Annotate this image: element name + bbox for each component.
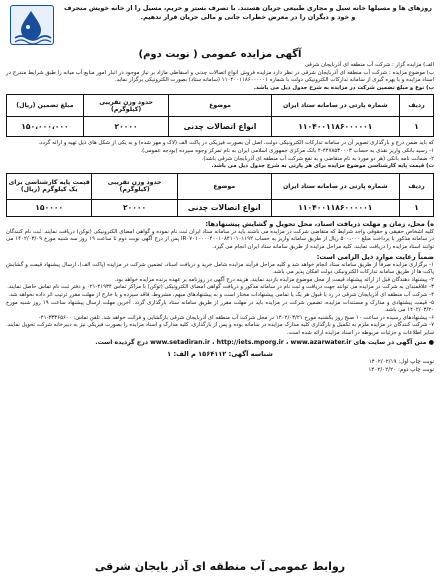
rules-heading: ضمناً رعایت موارد ذیل الزامی است: <box>316 252 434 261</box>
base-price-table <box>6 173 434 217</box>
guarantee-option-1: ۱- رسید بانکی واریز نقدی به حساب ۴۴۷۸۵۳۰۰۰۳-۴ بانک مرکزی جمهوری اسلامی ایران به نام تمرکز وجوه سپرده (بودجه عمومی). <box>140 147 434 154</box>
table-header: شماره پارتی در سامانه ستاد ایران <box>271 173 399 199</box>
table-header: حدود وزن تقریبی (کیلوگرم) <box>92 173 177 199</box>
websites-suffix: درج گردیده است. <box>95 339 149 347</box>
table-cell: انواع اتصالات چدنی <box>177 199 271 216</box>
rule-item: ۲- پیشنهاد دهندگان قبل از ارائه پیشنهاد قیمت از محل موضوع مزایده بازدید نمایند. هزینه درج آگهی در روزنامه بر عهده برنده مزایده خواهد بود. <box>114 276 434 283</box>
table-header: موضوع <box>169 95 271 117</box>
table-cell: ۱۵۰۰۰۰ <box>7 199 92 216</box>
print-date-second: نوبت چاپ دوم: ۱۴۰۲/۰۲/۲۰ <box>368 366 434 373</box>
table-cell: ۲۰۰۰۰ <box>92 199 177 216</box>
table-cell: ۱ <box>399 199 433 216</box>
header-slogan: روزهای ها و مسیلها خانه سیل و مجاری طبیعی جریان هستند. با تصرف بستر و حریم، مسیل را از خانه خویش منحرف و خود و دیگران را در معرض خطرات جانی و مالی جریان قرار ندهیم. <box>64 4 432 21</box>
website-link[interactable]: www.setadiran.ir <box>150 339 210 347</box>
rule-item: ۵- قیمت پیشنهادی و مدارک و مستندات مزایده، تضمین شرکت در مزایده باید در مهلت مقرر از طریق سامانه ستاد بارگذاری گردد. آخرین مهلت ارسال پیشنهاد ساعت ۱۹ روز شنبه مورخ ۱۴۰۲/۰۳/۲۰ می باشد. <box>6 299 434 314</box>
notice-title: آگهی مزایده عمومی ( نوبت دوم) <box>138 49 302 60</box>
website-link[interactable]: http://iets.mporg.ir <box>216 339 284 347</box>
guarantee-table <box>6 94 434 137</box>
table-header: ردیف <box>399 173 433 199</box>
websites-line: ● متن آگهی در سایت های www.azarwater.ir ، http://iets.mporg.ir ، www.setadiran.ir درج گردیده است. <box>95 339 434 347</box>
section-h-title: ه) محل، زمان و مهلت دریافت اسناد، محل تحویل و گشایش پیشنهادها: <box>205 219 434 228</box>
notice-header <box>6 4 434 48</box>
table-header: موضوع <box>177 173 271 199</box>
rule-item: ۴- شرکت آب منطقه ای آذربایجان شرقی در رد یا قبول هر یک یا تمامی پیشنهادات مختار است و به پیشنهادهای مبهم، مشروط، فاقد سپرده و یا خارج از مهلت مقرر ترتیب اثر داده نخواهد شد. <box>8 291 434 298</box>
table-cell: انواع اتصالات چدنی <box>169 117 271 137</box>
table-row <box>7 199 434 216</box>
table-cell: ۱۱۰۴۰۰۱۱۸۶۰۰۰۰۰۱ <box>271 117 399 137</box>
intro-auctioneer: الف) مزایده گزار : شرکت آب منطقه ای آذربایجان شرقی <box>304 62 434 68</box>
table-header: قیمت پایه کارشناسی برای یک کیلوگرم (ریال) <box>7 173 92 199</box>
notice-id: شناسه آگهی: ۱۵۶۴۱۱۲ م الف: ۱ <box>167 350 273 359</box>
print-dates <box>6 359 434 374</box>
water-company-logo-icon <box>10 5 54 45</box>
table-cell: ۱۵۰،۰۰۰،۰۰۰ <box>7 117 84 137</box>
table-header-row <box>7 173 434 199</box>
rule-item: ۳- علاقمندان به شرکت در مزایده می توانند جهت دریافت و ثبت نام در سامانه مذکور و دریافت گواهی امضای الکترونیکی (توکن) با مراکز تماس ۴۱۹۳۴-۰۲۱ و دفتر ثبت نام تماس حاصل نمایند. <box>7 284 434 291</box>
guarantee-option-2: ۲- ضمانت نامه بانکی (هر دو مورد به نام متقاضی و به نفع شرکت آب منطقه ای آذربایجان شرقی باشد). <box>201 155 434 162</box>
print-date-first: نوبت چاپ اول: ۱۴۰۲/۰۲/۱۹ <box>368 359 434 366</box>
section-h-body: کلیه اشخاص حقیقی و حقوقی واجد شرایط که متقاضی شرکت در مزایده می باشند باید در سامانه ستاد ایران ثبت نام نموده و گواهی امضای الکترونیکی (توکن) دریافت نمایند. ثبت نام کنندگان در سامانه مذکور با پرداخت مبلغ ۵۰۰،۰۰۰ ریال از طریق سامانه واریز به حساب IR۰۷۰۱۰۰۰۰۴۰۰۱۰۸۴۱۰۱۰۱۱۹۲ پس از درج آگهی نوبت دوم تا ساعت ۱۹ روز سه شنبه مورخ ۱۴۰۲/۰۳/۰۹ می توانند اسناد مزایده را دریافت نمایند. کلیه مراحل مزایده از طریق سامانه ستاد ایران انجام می گیرد. <box>6 228 434 250</box>
websites-label: ● متن آگهی در سایت های <box>353 339 434 347</box>
table-cell: ۱ <box>399 117 433 137</box>
table-header: حدود وزن تقریبی (کیلوگرم) <box>83 95 168 117</box>
table-cell: ۲۰۰۰۰ <box>83 117 168 137</box>
intro-subject: ب) موضوع مزایده : شرکت آب منطقه ای آذربایجان شرقی در نظر دارد مزایده فروش انواع اتصالات چدنی و اسقاطی مازاد بر نیاز موجود در انبار امور منابع آب میانه را طبق شرایط مندرج در اسناد مزایده و با بهره گیری از سامانه تدارکات الکترونیکی دولت با شماره ۱۱۰۴۰۰۱۱۸۶۰۰۰۰۰۱ (سامانه ستاد) بصورت الکترونیکی برگزار نماید. <box>6 69 434 84</box>
rule-item: ۶- پیشنهادهای رسیده در ساعت ۱۰ صبح روز یکشنبه مورخ ۱۴۰۲/۰۳/۲۱ در محل شرکت آب منطقه ای آذربایجان شرقی بازگشایی و قرائت خواهد شد. تلفن تماس: ۳۳۳۶۵۶۰۰-۰۴۱ <box>37 314 434 321</box>
rule-item: ۱- برگزاری مزایده صرفاً از طریق سامانه ستاد انجام خواهد شد و کلیه مراحل فرآیند مزایده شامل خرید و دریافت اسناد، تضمین شرکت در مزایده (پاکت الف)، ارسال پیشنهاد قیمت و گشایش پاکت ها از طریق سامانه تدارکات الکترونیکی دولت امکان پذیر می باشد. <box>6 261 434 276</box>
table-header: شماره پارتی در سامانه ستاد ایران <box>271 95 399 117</box>
guarantee-text: که باید ضمن درج و بارگذاری تصویر آن در سامانه تدارکات الکترونیکی دولت، اصل آن بصورت فیزیکی در پاکت الف (لاک و مهر شده) و به یکی از شکل های ذیل تهیه و ارائه گردد. <box>38 140 434 147</box>
table-header: ردیف <box>399 95 433 117</box>
table-header-row <box>7 95 434 117</box>
rule-item: ۷- شرکت کنندگان در مزایده ملزم به تکمیل و بارگذاری کلیه مدارک مزایده در سامانه بوده و پس از بارگذاری، کلیه مدارک و اسناد مزایده را بصورت فیزیکی نیز به دبیرخانه شرکت تحویل نمایند. سایر اطلاعات و جزئیات مربوطه در اسناد مزایده ارائه شده است. <box>6 322 434 336</box>
table-cell: ۱۱۰۴۰۰۱۱۸۶۰۰۰۰۰۱ <box>271 199 399 216</box>
website-link[interactable]: www.azarwater.ir <box>290 339 352 347</box>
intro-guarantee-heading: پ) نوع و مبلغ تضمین شرکت در مزایده به شرح جدول ذیل می باشد. <box>253 84 434 91</box>
table-row <box>7 117 434 137</box>
footer-publisher: روابط عمومی آب منطقه ای آذر بایجان شرقی <box>94 560 346 573</box>
base-price-heading: ت) قیمت پایه کارشناسی موضوع مزایده برای هر پارتی به شرح جدول ذیل می باشد. <box>211 163 434 170</box>
table-header: مبلغ تضمین (ریال) <box>7 95 84 117</box>
